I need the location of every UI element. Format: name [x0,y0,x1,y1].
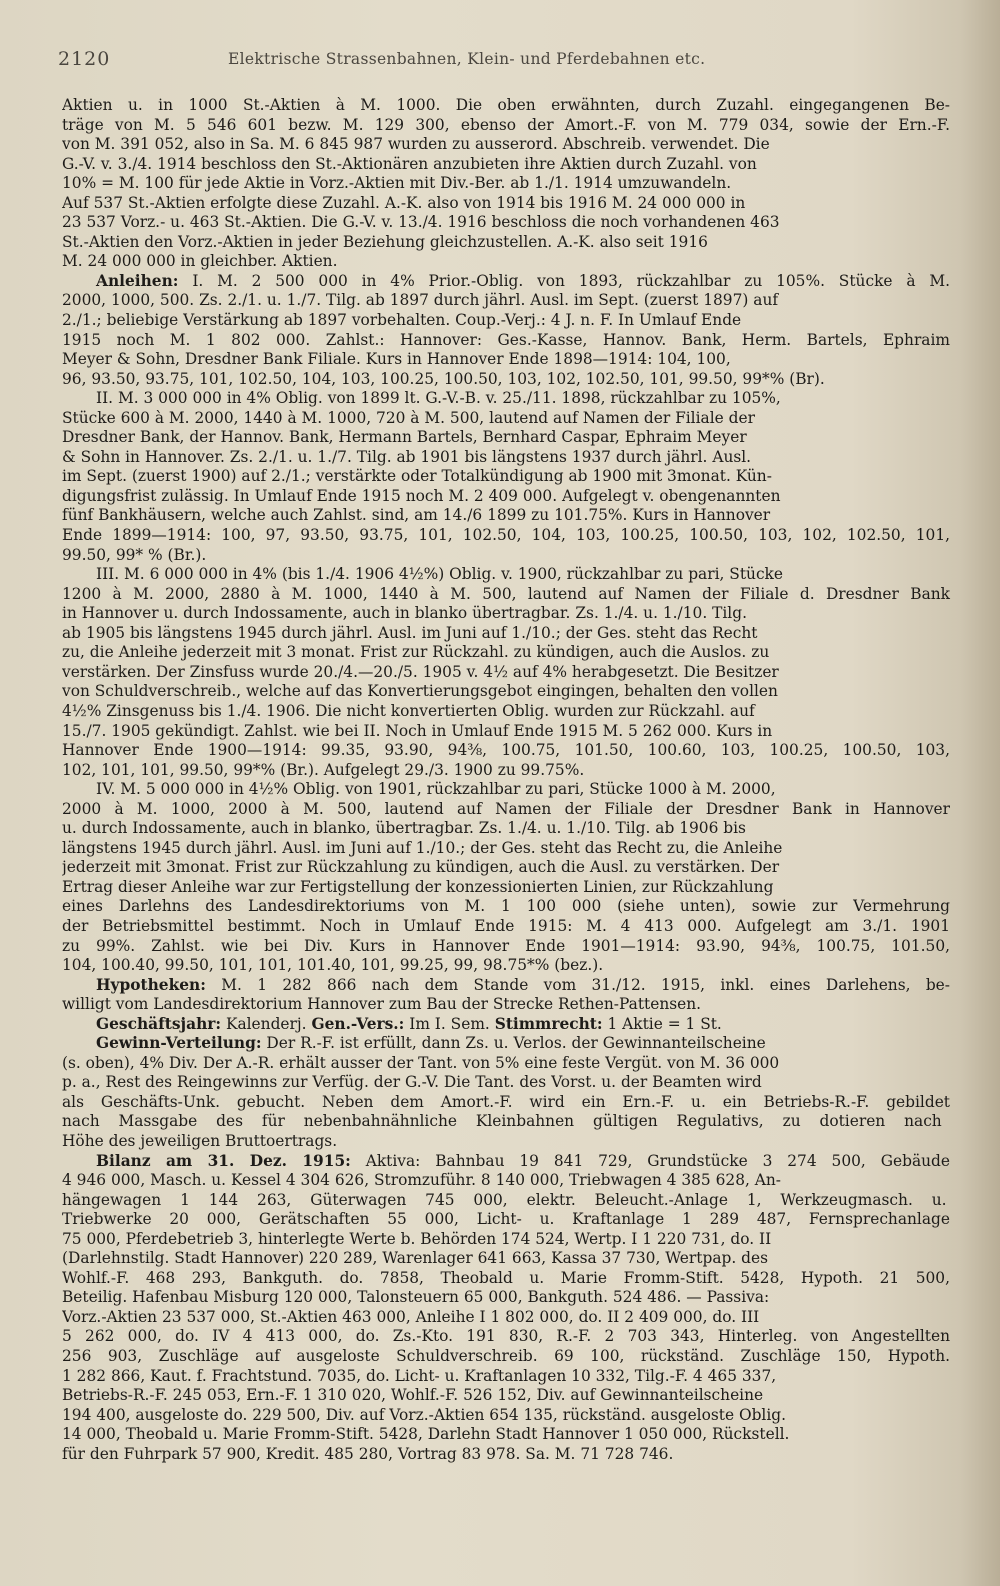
text-line [62,1171,962,1191]
line-text: 1 Aktie = 1 St. [602,1014,722,1033]
text-line [62,1112,962,1132]
line-text: Meyer & Sohn, Dresdner Bank Filiale. Kurs in Hannover Ende 1898—1914: 104, 100, [62,350,731,369]
line-text: 23 537 Vorz.- u. 463 St.-Aktien. Die G.-V. v. 13./4. 1916 beschloss die noch vorhandenen 463 [62,213,780,232]
text-line [62,135,962,155]
line-text: Höhe des jeweiligen Bruttoertrags. [62,1131,338,1150]
line-text: zu, die Anleihe jederzeit mit 3 monat. Frist zur Rückzahl. zu kündigen, auch die Auslos. zu [62,643,770,662]
line-text: II. M. 3 000 000 in 4% Oblig. von 1899 lt. G.-V.-B. v. 25./11. 1898, rückzahlbar zu 105%, [96,389,781,408]
line-text: Triebwerke 20 000, Gerätschaften 55 000, Licht- u. Kraftanlage 1 289 487, Fernsprechanlage [62,1210,950,1229]
line-text: 104, 100.40, 99.50, 101, 101, 101.40, 101, 99.25, 99, 98.75*% (bez.). [62,956,604,975]
text-line [62,487,962,507]
text-line [62,1152,962,1172]
line-text: 194 400, ausgeloste do. 229 500, Div. auf Vorz.-Aktien 654 135, rückständ. ausgeloste Oblig. [62,1405,787,1424]
line-text: fünf Bankhäusern, welche auch Zahlst. sind, am 14./6 1899 zu 101.75%. Kurs in Hannover [62,506,771,525]
text-line [62,1425,962,1445]
line-text: ab 1905 bis längstens 1945 durch jährl. Ausl. im Juni auf 1./10.; der Ges. steht das Recht [62,623,758,642]
line-text: Hannover Ende 1900—1914: 99.35, 93.90, 94⅜, 100.75, 101.50, 100.60, 103, 100.25, 100.50, 103, [62,741,950,760]
section-heading: Stimmrecht: [494,1014,603,1033]
line-text: 1915 noch M. 1 802 000. Zahlst.: Hannover: Ges.-Kasse, Hannov. Bank, Herm. Bartels, Ephraim [62,330,950,349]
line-text: G.-V. v. 3./4. 1914 beschloss den St.-Aktionären anzubieten ihre Aktien durch Zuzahl. von [62,154,757,173]
body-text [62,96,962,1464]
text-line [62,1034,962,1054]
text-line [62,1269,962,1289]
line-text: Ende 1899—1914: 100, 97, 93.50, 93.75, 101, 102.50, 104, 103, 100.25, 100.50, 103, 102, 102.50, 101, [62,526,950,545]
text-line [62,1230,962,1250]
line-text: Wohlf.-F. 468 293, Bankguth. do. 7858, Theobald u. Marie Fromm-Stift. 5428, Hypoth. 21 500, [62,1268,950,1287]
text-line [62,331,962,351]
text-line [62,995,962,1015]
section-heading: Hypotheken: [96,975,206,994]
line-text: 102, 101, 101, 99.50, 99*% (Br.). Aufgelegt 29./3. 1900 zu 99.75%. [62,760,585,779]
line-text: Kalenderj. [221,1014,312,1033]
line-text: 256 903, Zuschläge auf ausgeloste Schuldverschreib. 69 100, rückständ. Zuschläge 150, Hypoth. [62,1347,950,1365]
line-text: in Hannover u. durch Indossamente, auch in blanko übertragbar. Zs. 1./4. u. 1./10. Tilg. [62,604,747,623]
line-text: (Darlehnstilg. Stadt Hannover) 220 289, Warenlager 641 663, Kassa 37 730, Wertpap. des [62,1249,768,1268]
page-number: 2120 [58,48,111,70]
text-line [62,389,962,409]
line-text: 10% = M. 100 für jede Aktie in Vorz.-Aktien mit Div.-Ber. ab 1./1. 1914 umzuwandeln. [62,174,732,193]
text-line [62,565,962,585]
text-line [62,291,962,311]
text-line [62,917,962,937]
text-line [62,722,962,742]
text-line [62,1288,962,1308]
text-line [62,604,962,624]
line-text: im Sept. (zuerst 1900) auf 2./1.; verstärkte oder Totalkündigung ab 1900 mit 3monat. Kün- [62,467,772,486]
line-text: I. M. 2 500 000 in 4% Prior.-Oblig. von 1893, rückzahlbar zu 105%. Stücke à M. [178,271,950,290]
text-line [62,233,962,253]
text-line [62,741,962,761]
text-line [62,1054,962,1074]
text-line [62,213,962,233]
text-line [62,428,962,448]
text-line [62,800,962,820]
section-heading: Anleihen: [96,271,179,290]
text-line [62,1191,962,1211]
text-line [62,956,962,976]
page-header [58,48,938,78]
text-line [62,506,962,526]
line-text: III. M. 6 000 000 in 4% (bis 1./4. 1906 4½%) Oblig. v. 1900, rückzahlbar zu pari, Stücke [96,565,783,584]
line-text: von Schuldverschreib., welche auf das Konvertierungsgebot eingingen, behalten den vollen [62,682,778,701]
text-line [62,1015,962,1035]
line-text: 2./1.; beliebige Verstärkung ab 1897 vorbehalten. Coup.-Verj.: 4 J. n. F. In Umlauf Ende [62,311,742,330]
line-text: 4 946 000, Masch. u. Kessel 4 304 626, Stromzuführ. 8 140 000, Triebwagen 4 385 628, An- [62,1171,781,1190]
line-text: 15./7. 1905 gekündigt. Zahlst. wie bei II. Noch in Umlauf Ende 1915 M. 5 262 000. Kurs in [62,721,773,740]
text-line [62,116,962,136]
line-text: digungsfrist zulässig. In Umlauf Ende 1915 noch M. 2 409 000. Aufgelegt v. obengenannten [62,486,781,505]
text-line [62,272,962,292]
line-text: Stücke 600 à M. 2000, 1440 à M. 1000, 720 à M. 500, lautend auf Namen der Filiale der [62,408,755,427]
line-text: zu 99%. Zahlst. wie bei Div. Kurs in Hannover Ende 1901—1914: 93.90, 94⅜, 100.75, 101.50, [62,936,950,955]
line-text: verstärken. Der Zinsfuss wurde 20./4.—20./5. 1905 v. 4½ auf 4% herabgesetzt. Die Besitzer [62,662,779,681]
line-text: M. 24 000 000 in gleichber. Aktien. [62,252,338,271]
text-line [62,1073,962,1093]
line-text: Beteilig. Hafenbau Misburg 120 000, Talonsteuern 65 000, Bankguth. 524 486. — Passiva: [62,1288,770,1307]
line-text: Aktien u. in 1000 St.-Aktien à M. 1000. Die oben erwähnten, durch Zuzahl. eingegangenen Be- [62,96,950,114]
line-text: jederzeit mit 3monat. Frist zur Rückzahlung zu kündigen, auch die Ausl. zu verstärken. Der [62,858,780,877]
line-text: hängewagen 1 144 263, Güterwagen 745 000, elektr. Beleucht.-Anlage 1, Werkzeugmasch. u. [62,1190,947,1209]
text-line [62,878,962,898]
section-heading: Gen.-Vers.: [311,1014,405,1033]
text-line [62,1132,962,1152]
text-line [62,624,962,644]
line-text: u. durch Indossamente, auch in blanko, übertragbar. Zs. 1./4. u. 1./10. Tilg. ab 1906 bis [62,819,746,838]
line-text: 2000 à M. 1000, 2000 à M. 500, lautend auf Namen der Filiale der Dresdner Bank in Hannover [62,799,950,818]
line-text: von M. 391 052, also in Sa. M. 6 845 987 wurden zu ausserord. Abschreib. verwendet. Die [62,135,770,154]
line-text: Im I. Sem. [404,1014,495,1033]
text-line [62,1327,962,1347]
text-line [62,1367,962,1387]
text-line [62,526,962,546]
line-text: eines Darlehns des Landesdirektoriums von M. 1 100 000 (siehe unten), sowie zur Vermehrung [62,897,950,916]
line-text: 75 000, Pferdebetrieb 3, hinterlegte Werte b. Behörden 174 524, Wertp. I 1 220 731, do. II [62,1229,772,1248]
line-text: als Geschäfts-Unk. gebucht. Neben dem Amort.-F. wird ein Ern.-F. u. ein Betriebs-R.-F. gebildet [62,1092,950,1111]
line-text: 2000, 1000, 500. Zs. 2./1. u. 1./7. Tilg. ab 1897 durch jährl. Ausl. im Sept. (zuerst 1897) auf [62,291,779,310]
line-text: Betriebs-R.-F. 245 053, Ern.-F. 1 310 020, Wohlf.-F. 526 152, Div. auf Gewinnanteilscheine [62,1386,764,1405]
line-text: St.-Aktien den Vorz.-Aktien in jeder Beziehung gleichzustellen. A.-K. also seit 1916 [62,232,708,251]
line-text: Auf 537 St.-Aktien erfolgte diese Zuzahl. A.-K. also von 1914 bis 1916 M. 24 000 000 in [62,193,746,212]
line-text: & Sohn in Hannover. Zs. 2./1. u. 1./7. Tilg. ab 1901 bis längstens 1937 durch jährl. Ausl. [62,447,752,466]
line-text: 99.50, 99* % (Br.). [62,545,207,564]
text-line [62,409,962,429]
text-line [62,858,962,878]
line-text: Vorz.-Aktien 23 537 000, St.-Aktien 463 000, Anleihe I 1 802 000, do. II 2 409 000, do. III [62,1307,760,1326]
text-line [62,546,962,566]
running-title: Elektrische Strassenbahnen, Klein- und Pferdebahnen etc. [228,50,706,68]
line-text: träge von M. 5 546 601 bezw. M. 129 300, ebenso der Amort.-F. von M. 779 034, sowie der Ern.-F. [62,115,950,134]
line-text: 1 282 866, Kaut. f. Frachtstund. 7035, do. Licht- u. Kraftanlagen 10 332, Tilg.-F. 4 465 337, [62,1366,777,1385]
line-text: 96, 93.50, 93.75, 101, 102.50, 104, 103, 100.25, 100.50, 103, 102, 102.50, 101, 99.50, 99*% (Br). [62,369,825,388]
line-text: 5 262 000, do. IV 4 413 000, do. Zs.-Kto. 191 830, R.-F. 2 703 343, Hinterleg. von Angestellten [62,1327,951,1346]
text-line [62,1386,962,1406]
text-line [62,976,962,996]
text-line [62,663,962,683]
line-text: für den Fuhrpark 57 900, Kredit. 485 280, Vortrag 83 978. Sa. M. 71 728 746. [62,1444,674,1463]
line-text: der Betriebsmittel bestimmt. Noch in Umlauf Ende 1915: M. 4 413 000. Aufgelegt am 3./1. 1901 [62,916,950,935]
section-heading: Gewinn-Verteilung: [96,1034,262,1053]
section-heading: Bilanz am 31. Dez. 1915: [96,1151,351,1170]
line-text: Aktiva: Bahnbau 19 841 729, Grundstücke 3 274 500, Gebäude [350,1151,950,1170]
line-text: (s. oben), 4% Div. Der A.-R. erhält ausser der Tant. von 5% eine feste Vergüt. von M. 36 000 [62,1053,780,1072]
text-line [62,761,962,781]
line-text: willigt vom Landesdirektorium Hannover zum Bau der Strecke Rethen-Pattensen. [62,995,702,1014]
text-line [62,819,962,839]
line-text: Ertrag dieser Anleihe war zur Fertigstellung der konzessionierten Linien, zur Rückzahlung [62,877,774,896]
text-line [62,839,962,859]
text-line [62,155,962,175]
text-line [62,467,962,487]
text-line [62,174,962,194]
text-line [62,702,962,722]
text-line [62,194,962,214]
line-text: nach Massgabe des für nebenbahnähnliche Kleinbahnen gültigen Regulativs, zu dotieren nach [62,1112,942,1131]
text-line [62,780,962,800]
text-line [62,350,962,370]
line-text: Der R.-F. ist erfüllt, dann Zs. u. Verlos. der Gewinnanteilscheine [261,1034,766,1053]
text-line [62,1406,962,1426]
text-line [62,643,962,663]
line-text: p. a., Rest des Reingewinns zur Verfüg. der G.-V. Die Tant. des Vorst. u. der Beamten wird [62,1073,762,1092]
line-text: längstens 1945 durch jährl. Ausl. im Juni auf 1./10.; der Ges. steht das Recht zu, die Anleihe [62,838,783,857]
text-line [62,897,962,917]
text-line [62,682,962,702]
text-line [62,311,962,331]
text-line [62,96,962,116]
text-line [62,1249,962,1269]
text-line [62,370,962,390]
section-heading: Geschäftsjahr: [96,1014,222,1033]
text-line [62,252,962,272]
line-text: IV. M. 5 000 000 in 4½% Oblig. von 1901, rückzahlbar zu pari, Stücke 1000 à M. 2000, [96,780,776,799]
text-line [62,1093,962,1113]
text-line [62,448,962,468]
text-line [62,1210,962,1230]
line-text: 4½% Zinsgenuss bis 1./4. 1906. Die nicht konvertierten Oblig. wurden zur Rückzahl. auf [62,701,755,720]
text-line [62,1445,962,1465]
line-text: M. 1 282 866 nach dem Stande vom 31./12. 1915, inkl. eines Darlehens, be- [205,975,950,994]
text-line [62,937,962,957]
text-line [62,1308,962,1328]
text-line [62,585,962,605]
line-text: 14 000, Theobald u. Marie Fromm-Stift. 5428, Darlehn Stadt Hannover 1 050 000, Rückstell. [62,1425,790,1444]
line-text: 1200 à M. 2000, 2880 à M. 1000, 1440 à M. 500, lautend auf Namen der Filiale d. Dresdner Bank [62,584,951,603]
line-text: Dresdner Bank, der Hannov. Bank, Hermann Bartels, Bernhard Caspar, Ephraim Meyer [62,428,747,447]
text-line [62,1347,962,1367]
